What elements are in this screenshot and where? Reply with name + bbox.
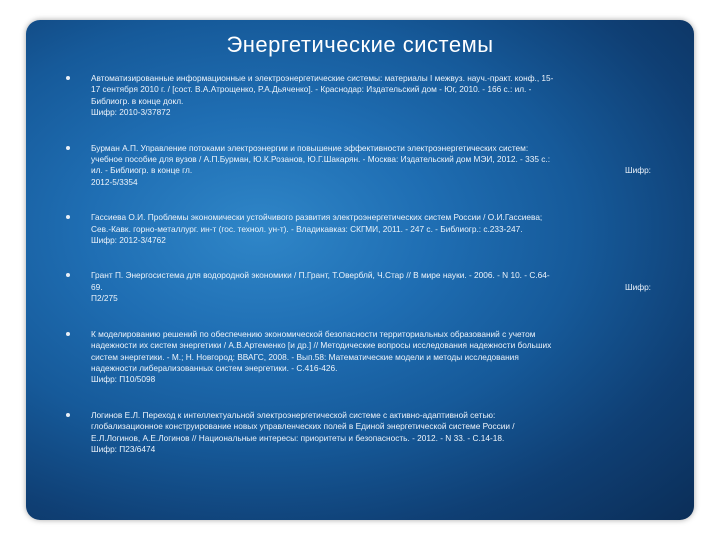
bullet-icon: [66, 76, 70, 80]
entry-line: надежности их систем энергетики / А.В.Артеменко [и др.] // Методические вопросы исследования надежности больших: [91, 340, 552, 351]
list-item: [66, 73, 678, 119]
bullet-icon: [66, 273, 70, 277]
entry-line: систем энергетики. - М.; Н. Новгород: ВВАГС, 2008. - Вып.58: Математические модели и методы исследования: [91, 351, 519, 362]
list-item: [66, 212, 678, 246]
bullet-icon: [66, 413, 70, 417]
bibliography-list: [66, 73, 678, 479]
entry-line-right: Шифр:: [625, 281, 651, 292]
bullet-icon: [66, 146, 70, 150]
entry-line: глобализационное конструирование новых управленческих полей в Единой энергетической системе России /: [91, 421, 515, 432]
entry-line: Библиогр. в конце докл.: [91, 95, 184, 106]
entry-line: 2012-5/3354: [91, 176, 138, 187]
bullet-icon: [66, 215, 70, 219]
list-item: [66, 410, 678, 456]
entry-line: учебное пособие для вузов / А.П.Бурман, Ю.К.Розанов, Ю.Г.Шакарян. - Москва: Издательский дом МЭИ, 2012. - 335 с.:: [91, 154, 551, 165]
entry-line-left: 69.: [91, 281, 103, 292]
entry-line: Е.Л.Логинов, А.Е.Логинов // Национальные интересы: приоритеты и безопасность. - 2012. - N 33. - С.14-18.: [91, 432, 505, 443]
entry-line: 17 сентября 2010 г. / [сост. В.А.Атрощенко, Р.А.Дьяченко]. - Краснодар: Издательский дом - Юг, 2010. - 166 с.: ил. -: [91, 84, 532, 95]
entry-line: Грант П. Энергосистема для водородной экономики / П.Грант, Т.Оверблй, Ч.Стар // В мире науки. - 2006. - N 10. - С.64-: [91, 270, 550, 281]
list-item: [66, 143, 678, 189]
entry-line-left: ил. - Библиогр. в конце гл.: [91, 165, 193, 176]
bullet-icon: [66, 332, 70, 336]
entry-line: надежности либерализованных систем энергетики. - С.416-426.: [91, 362, 338, 373]
entry-line: Шифр: П10/5098: [91, 374, 156, 385]
entry-line: Автоматизированные информационные и электроэнергетические системы: материалы I межвуз. науч.-практ. конф., 15-: [91, 73, 554, 83]
entry-line: Шифр: П23/6474: [91, 443, 156, 454]
list-item: [66, 329, 678, 386]
slide-title: Энергетические системы: [226, 32, 494, 57]
entry-line: Шифр: 2012-3/4762: [91, 235, 166, 246]
entry-line: П2/275: [91, 293, 118, 304]
entry-line: Шифр: 2010-3/37872: [91, 107, 171, 118]
entry-line: К моделированию решений по обеспечению экономической безопасности территориальных образований с учетом: [91, 328, 536, 339]
list-item: [66, 270, 678, 304]
entry-line-right: Шифр:: [625, 165, 651, 176]
entry-split-line: [91, 165, 651, 176]
slide: [26, 20, 694, 520]
entry-split-line: [91, 282, 651, 293]
entry-line: Бурман А.П. Управление потоками электроэнергии и повышение эффективности электроэнергетических систем:: [91, 142, 529, 153]
entry-line: Логинов Е.Л. Переход к интеллектуальной электроэнергетической системе с активно-адаптивной сетью:: [91, 409, 496, 420]
entry-line: Сев.-Кавк. горно-металлург. ин-т (гос. технол. ун-т). - Владикавказ: СКГМИ, 2011. - 247 с. - Библиогр.: с.233-247.: [91, 223, 523, 234]
entry-line: Гассиева О.И. Проблемы экономически устойчивого развития электроэнергетических систем России / О.И.Гассиева;: [91, 212, 543, 223]
